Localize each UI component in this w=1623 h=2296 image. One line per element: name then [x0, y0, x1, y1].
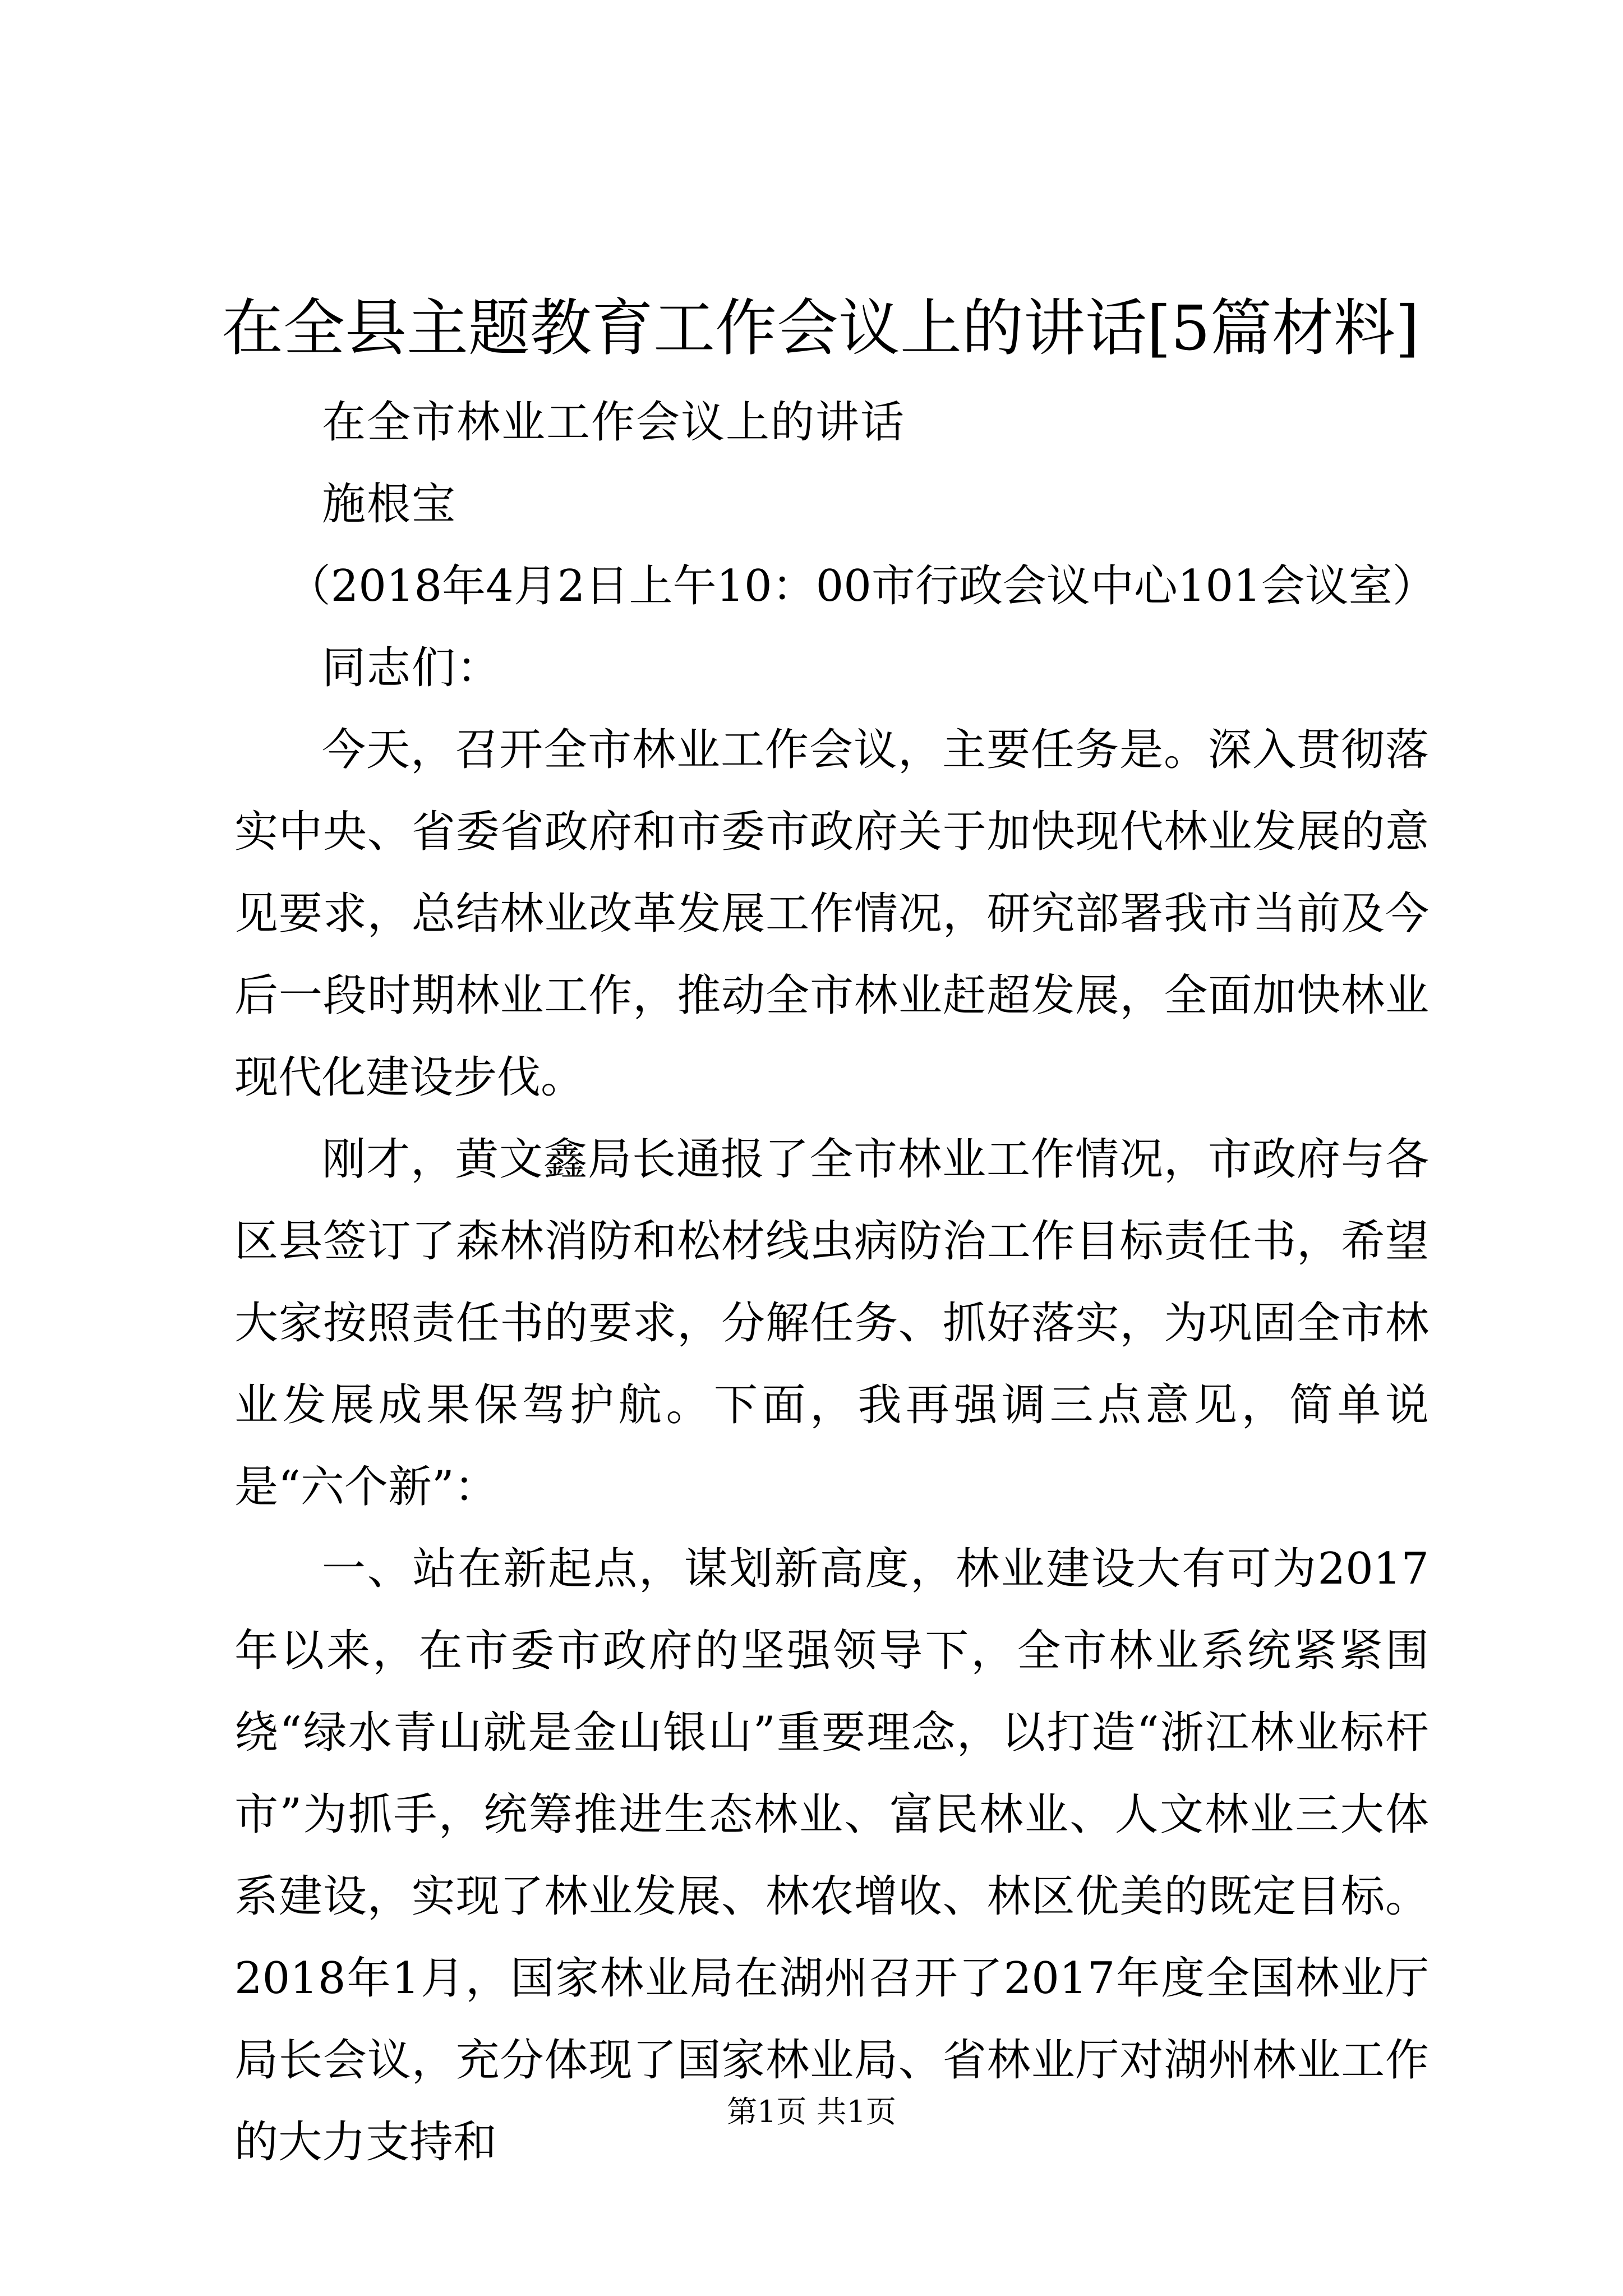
- page-footer: [0, 2090, 1623, 2134]
- speech-subtitle: 在全市林业工作会议上的讲话: [322, 397, 906, 448]
- paragraph: 一、站在新起点，谋划新高度，林业建设大有可为2017年以来，在市委市政府的坚强领导下，全市林业系统紧紧围绕“绿水青山就是金山银山”重要理念，以打造“浙江林业标杆市”为抓手，统筹推进生态林业、富民林业、人文林业三大体系建设，实现了林业发展、林农增收、林区优美的既定目标。2018年1月，国家林业局在湖州召开了2017年度全国林业厅局长会议，充分体现了国家林业局、省林业厅对湖州林业工作的大力支持和: [234, 1544, 1429, 2168]
- paragraph: 今天，召开全市林业工作会议，主要任务是。深入贯彻落实中央、省委省政府和市委市政府关于加快现代林业发展的意见要求，总结林业改革发展工作情况，研究部署我市当前及今后一段时期林业工作，推动全市林业赶超发展，全面加快林业现代化建设步伐。: [234, 725, 1429, 1103]
- greeting: 同志们：: [322, 643, 502, 693]
- document-title: 在全县主题教育工作会议上的讲话[5篇材料]: [222, 292, 1419, 364]
- speaker-name: 施根宝: [322, 479, 457, 530]
- document-body: [234, 381, 1436, 2183]
- page-number: 第1页 共1页: [727, 2094, 896, 2129]
- paragraph: 刚才，黄文鑫局长通报了全市林业工作情况，市政府与各区县签订了森林消防和松材线虫病防治工作目标责任书，希望大家按照责任书的要求，分解任务、抓好落实，为巩固全市林业发展成果保驾护航。下面，我再强调三点意见，简单说是“六个新”：: [234, 1134, 1429, 1512]
- time-location: （2018年4月2日上午10：00市行政会议中心101会议室）: [287, 561, 1436, 611]
